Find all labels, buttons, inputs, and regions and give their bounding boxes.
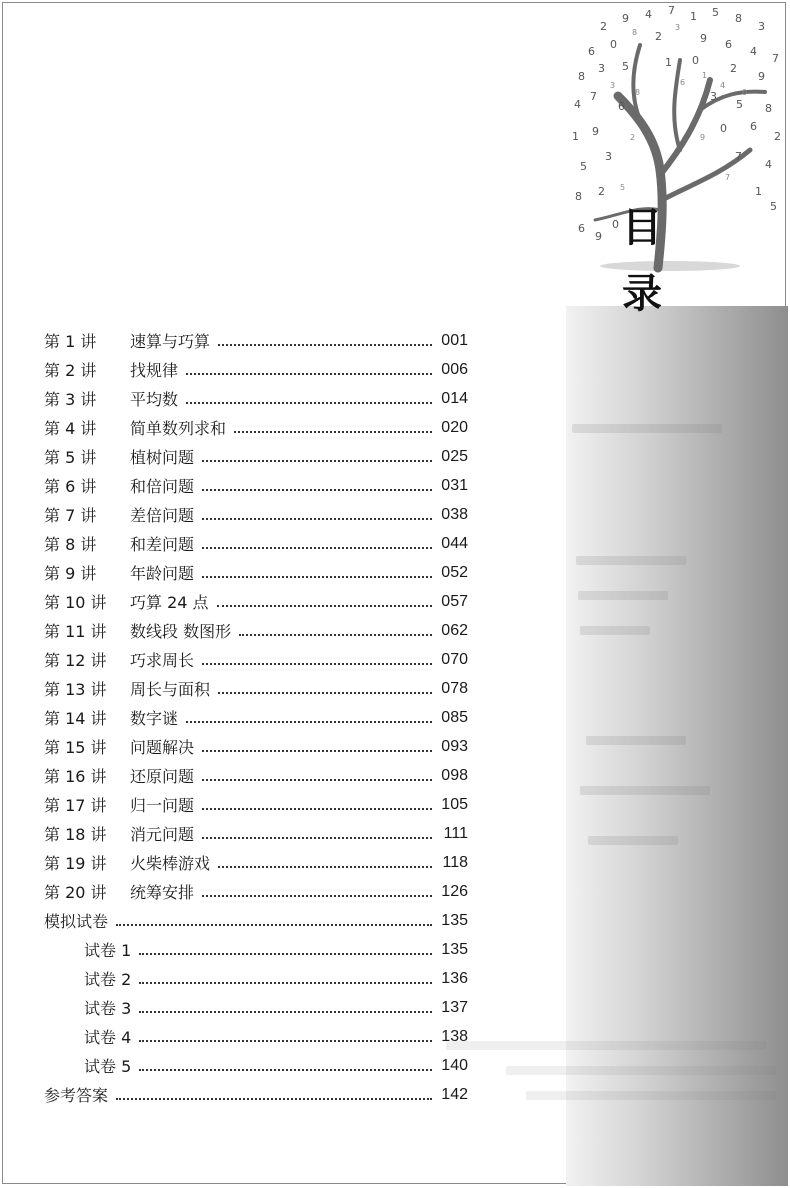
lecture-title: 还原问题 [130,767,195,786]
toc-entry-answers[interactable] [44,1080,468,1109]
lecture-title: 问题解决 [130,738,195,757]
svg-text:1: 1 [572,130,579,143]
dot-leader [202,663,432,665]
svg-text:5: 5 [620,183,626,192]
lecture-title: 植树问题 [130,448,195,467]
lecture-number: 第 13 讲 [44,680,107,699]
dot-leader [218,344,432,346]
svg-text:2: 2 [655,30,662,43]
dot-leader [202,489,432,491]
toc-entry-paper[interactable] [84,1022,468,1051]
paper-title: 试卷 2 [84,970,132,989]
svg-text:4: 4 [574,98,581,111]
toc-entry[interactable] [44,442,468,471]
dot-leader [202,460,432,462]
dot-leader [217,605,432,607]
svg-text:0: 0 [720,122,727,135]
dot-leader [186,373,432,375]
section-title: 模拟试卷 [44,912,109,931]
title-char-mu: 目 [622,205,662,251]
svg-text:7: 7 [590,90,597,103]
svg-text:8: 8 [575,190,582,203]
page-number: 001 [441,331,468,349]
dot-leader [202,837,432,839]
lecture-number: 第 14 讲 [44,709,107,728]
svg-text:6: 6 [618,100,625,113]
dot-leader [116,1098,432,1100]
lecture-number: 第 10 讲 [44,593,107,612]
lecture-title: 和差问题 [130,535,195,554]
toc-entry-paper[interactable] [84,964,468,993]
dot-leader [202,808,432,810]
title-char-lu: 录 [622,271,662,317]
svg-text:8: 8 [735,12,742,25]
page-number: 111 [443,824,468,842]
paper-title: 试卷 1 [84,941,132,960]
dot-leader [139,1011,432,1013]
lecture-number: 第 17 讲 [44,796,107,815]
lecture-number: 第 7 讲 [44,506,97,525]
svg-text:6: 6 [578,222,585,235]
toc-entry[interactable] [44,558,468,587]
lecture-title: 简单数列求和 [130,419,227,438]
svg-text:7: 7 [668,4,675,17]
svg-text:3: 3 [598,62,605,75]
lecture-number: 第 8 讲 [44,535,97,554]
toc-entry-paper[interactable] [84,993,468,1022]
svg-text:1: 1 [755,185,762,198]
lecture-number: 第 12 讲 [44,651,107,670]
svg-text:4: 4 [645,8,652,21]
svg-text:0: 0 [612,218,619,231]
lecture-number: 第 16 讲 [44,767,107,786]
page-number: 135 [441,940,468,958]
svg-text:5: 5 [580,160,587,173]
page-number: 025 [441,447,468,465]
svg-text:8: 8 [635,88,641,97]
svg-text:8: 8 [578,70,585,83]
toc-entry[interactable] [44,355,468,384]
page-number: 031 [441,476,468,494]
page-number: 093 [441,737,468,755]
page-number: 052 [441,563,468,581]
toc-entry[interactable] [44,877,468,906]
svg-text:6: 6 [680,78,686,87]
toc-entry[interactable] [44,413,468,442]
lecture-title: 平均数 [130,390,179,409]
toc-entry[interactable] [44,616,468,645]
lecture-title: 数字谜 [130,709,179,728]
section-title: 参考答案 [44,1086,109,1105]
paper-title: 试卷 4 [84,1028,132,1047]
dot-leader [218,866,432,868]
svg-text:0: 0 [610,38,617,51]
toc-entry[interactable] [44,732,468,761]
toc-entry[interactable] [44,471,468,500]
page-number: 135 [441,911,468,929]
svg-text:9: 9 [700,32,707,45]
lecture-title: 找规律 [130,361,179,380]
toc-entry[interactable] [44,384,468,413]
svg-text:5: 5 [770,200,777,213]
dot-leader [186,402,432,404]
svg-text:6: 6 [725,38,732,51]
dot-leader [202,576,432,578]
lecture-number: 第 20 讲 [44,883,107,902]
svg-text:7: 7 [735,150,742,163]
page-number: 140 [441,1056,468,1074]
svg-text:4: 4 [720,81,726,90]
dot-leader [202,895,432,897]
toc-entry[interactable] [44,326,468,355]
lecture-title: 年龄问题 [130,564,195,583]
lecture-number: 第 2 讲 [44,361,97,380]
lecture-title: 巧算 24 点 [130,593,209,612]
svg-text:0: 0 [742,88,748,97]
svg-text:5: 5 [736,98,743,111]
lecture-number: 第 18 讲 [44,825,107,844]
lecture-title: 消元问题 [130,825,195,844]
dot-leader [139,1040,432,1042]
svg-text:4: 4 [765,158,772,171]
page-number: 098 [441,766,468,784]
page-number: 020 [441,418,468,436]
svg-text:3: 3 [710,90,717,103]
page-number: 006 [441,360,468,378]
dot-leader [139,1069,432,1071]
svg-text:1: 1 [690,10,697,23]
toc-entry[interactable] [44,587,468,616]
dot-leader [202,779,432,781]
lecture-number: 第 19 讲 [44,854,107,873]
svg-text:5: 5 [712,6,719,19]
dot-leader [218,692,432,694]
svg-text:6: 6 [588,45,595,58]
page-number: 137 [441,998,468,1016]
svg-text:3: 3 [758,20,765,33]
toc-entry[interactable] [44,819,468,848]
lecture-title: 归一问题 [130,796,195,815]
toc-entry[interactable] [44,703,468,732]
lecture-title: 周长与面积 [130,680,211,699]
svg-text:7: 7 [725,173,731,182]
decorative-gray-panel [566,306,788,1186]
number-tree-illustration [560,0,788,275]
lecture-title: 和倍问题 [130,477,195,496]
lecture-number: 第 11 讲 [44,622,107,641]
svg-text:9: 9 [622,12,629,25]
toc-entry[interactable] [44,761,468,790]
svg-text:5: 5 [622,60,629,73]
lecture-title: 统筹安排 [130,883,195,902]
page-number: 126 [441,882,468,900]
toc-entry[interactable] [44,848,468,877]
lecture-number: 第 5 讲 [44,448,97,467]
svg-text:4: 4 [750,45,757,58]
dot-leader [116,924,432,926]
svg-text:3: 3 [610,81,616,90]
svg-text:8: 8 [765,102,772,115]
lecture-title: 巧求周长 [130,651,195,670]
dot-leader [202,750,432,752]
page-number: 062 [441,621,468,639]
lecture-title: 火柴棒游戏 [130,854,211,873]
svg-text:3: 3 [605,150,612,163]
svg-text:8: 8 [632,28,638,37]
lecture-title: 速算与巧算 [130,332,211,351]
lecture-number: 第 4 讲 [44,419,97,438]
page-number: 118 [442,853,468,871]
svg-text:9: 9 [758,70,765,83]
svg-text:3: 3 [675,23,681,32]
toc-entry[interactable] [44,529,468,558]
svg-text:2: 2 [598,185,605,198]
lecture-title: 数线段 数图形 [130,622,232,641]
dot-leader [239,634,432,636]
page-number: 085 [441,708,468,726]
dot-leader [202,518,432,520]
paper-title: 试卷 3 [84,999,132,1018]
svg-text:2: 2 [630,133,636,142]
lecture-title: 差倍问题 [130,506,195,525]
lecture-number: 第 6 讲 [44,477,97,496]
svg-text:7: 7 [772,52,779,65]
svg-text:2: 2 [730,62,737,75]
page-number: 142 [441,1085,468,1103]
page-number: 057 [441,592,468,610]
lecture-number: 第 1 讲 [44,332,97,351]
svg-text:0: 0 [692,54,699,67]
page-number: 014 [441,389,468,407]
svg-text:9: 9 [595,230,602,243]
toc-entry[interactable] [44,674,468,703]
dot-leader [139,953,432,955]
page-number: 078 [441,679,468,697]
lecture-number: 第 9 讲 [44,564,97,583]
svg-text:6: 6 [750,120,757,133]
toc-entry[interactable] [44,645,468,674]
svg-text:9: 9 [592,125,599,138]
toc-entry-paper[interactable] [84,1051,468,1080]
dot-leader [186,721,432,723]
page-number: 105 [441,795,468,813]
lecture-number: 第 15 讲 [44,738,107,757]
page-number: 136 [441,969,468,987]
svg-text:2: 2 [774,130,781,143]
page-number: 044 [441,534,468,552]
dot-leader [202,547,432,549]
page-number: 070 [441,650,468,668]
toc-entry[interactable] [44,790,468,819]
svg-text:1: 1 [665,56,672,69]
svg-text:9: 9 [700,133,706,142]
page-number: 038 [441,505,468,523]
paper-title: 试卷 5 [84,1057,132,1076]
toc-entry-mock-exams[interactable] [44,906,468,935]
dot-leader [234,431,432,433]
toc-entry-paper[interactable] [84,935,468,964]
svg-text:2: 2 [600,20,607,33]
toc-entry[interactable] [44,500,468,529]
svg-text:1: 1 [702,71,708,80]
dot-leader [139,982,432,984]
lecture-number: 第 3 讲 [44,390,97,409]
page-number: 138 [441,1027,468,1045]
